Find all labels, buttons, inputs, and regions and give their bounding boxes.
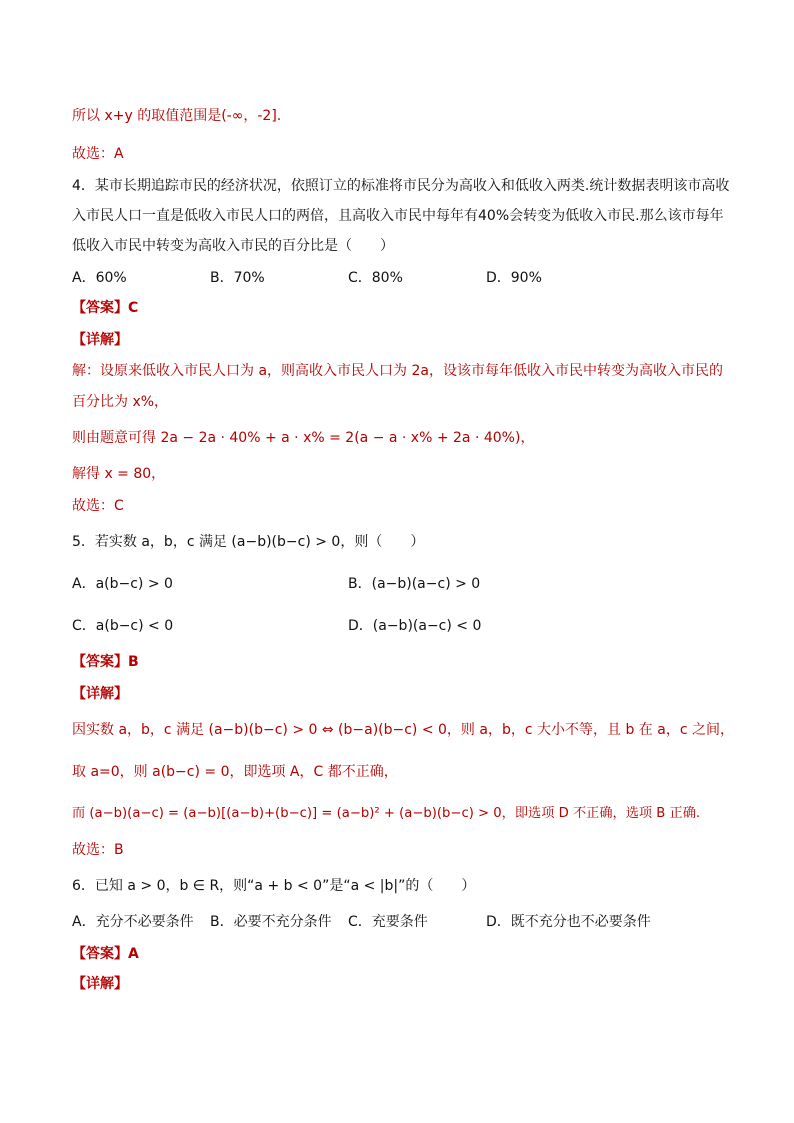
q6-option-b: B．必要不充分条件: [210, 914, 332, 930]
q4-option-d: D．90%: [486, 270, 542, 286]
range-conclusion: 所以 x+y 的取值范围是(-∞，-2].: [72, 108, 282, 124]
q5-detail-tag: 【详解】: [72, 686, 128, 702]
q4-solution-line-1: 解：设原来低收入市民人口为 a，则高收入市民人口为 2a，设该市每年低收入市民中转变为高收入市民的: [72, 363, 723, 379]
q5-option-a: A．a(b−c) > 0: [72, 576, 173, 592]
q5-choose: 故选：B: [72, 842, 124, 858]
q5-solution-line-2: 取 a=0，则 a(b−c) = 0，即选项 A，C 都不正确，: [72, 764, 398, 780]
q4-stem-line-3: 低收入市民中转变为高收入市民的百分比是（ ）: [72, 238, 394, 254]
q4-choose: 故选：C: [72, 498, 124, 514]
q6-option-d: D．既不充分也不必要条件: [486, 914, 651, 930]
q4-solution-line-4: 解得 x = 80，: [72, 466, 166, 482]
q5-solution-line-1: 因实数 a，b，c 满足 (a−b)(b−c) > 0 ⇔ (b−a)(b−c) < 0，则 a，b，c 大小不等，且 b 在 a，c 之间，: [72, 722, 734, 738]
q4-option-a: A．60%: [72, 270, 127, 286]
q6-stem: 6．已知 a > 0，b ∈ R，则“a + b < 0”是“a < |b|”的（ ）: [72, 878, 476, 894]
q5-answer-tag: 【答案】B: [72, 654, 139, 670]
q4-stem-line-1: 4．某市长期追踪市民的经济状况，依照订立的标准将市民分为高收入和低收入两类.统计数据表明该市高收: [72, 178, 730, 194]
answer-choice-prev: 故选：A: [72, 146, 124, 162]
q5-solution-line-3: 而 (a−b)(a−c) = (a−b)[(a−b)+(b−c)] = (a−b)² + (a−b)(b−c) > 0，即选项 D 不正确，选项 B 正确.: [72, 806, 701, 821]
q4-answer-tag: 【答案】C: [72, 300, 139, 316]
q4-stem-line-2: 入市民人口一直是低收入市民人口的两倍，且高收入市民中每年有40%会转变为低收入市民.那么该市每年: [72, 208, 724, 224]
q5-option-b: B．(a−b)(a−c) > 0: [348, 576, 481, 592]
q5-option-d: D．(a−b)(a−c) < 0: [348, 618, 482, 634]
q6-answer-tag: 【答案】A: [72, 946, 139, 962]
q4-option-c: C．80%: [348, 270, 403, 286]
q6-option-c: C．充要条件: [348, 914, 428, 930]
q4-solution-line-3: 则由题意可得 2a − 2a · 40% + a · x% = 2(a − a · x% + 2a · 40%)，: [72, 430, 535, 446]
q5-option-c: C．a(b−c) < 0: [72, 618, 174, 634]
q6-detail-tag: 【详解】: [72, 976, 128, 992]
q5-stem: 5．若实数 a，b，c 满足 (a−b)(b−c) > 0，则（ ）: [72, 534, 425, 550]
q4-detail-tag: 【详解】: [72, 332, 128, 348]
q4-option-b: B．70%: [210, 270, 265, 286]
q6-option-a: A．充分不必要条件: [72, 914, 194, 930]
q4-solution-line-2: 百分比为 x%，: [72, 394, 169, 410]
